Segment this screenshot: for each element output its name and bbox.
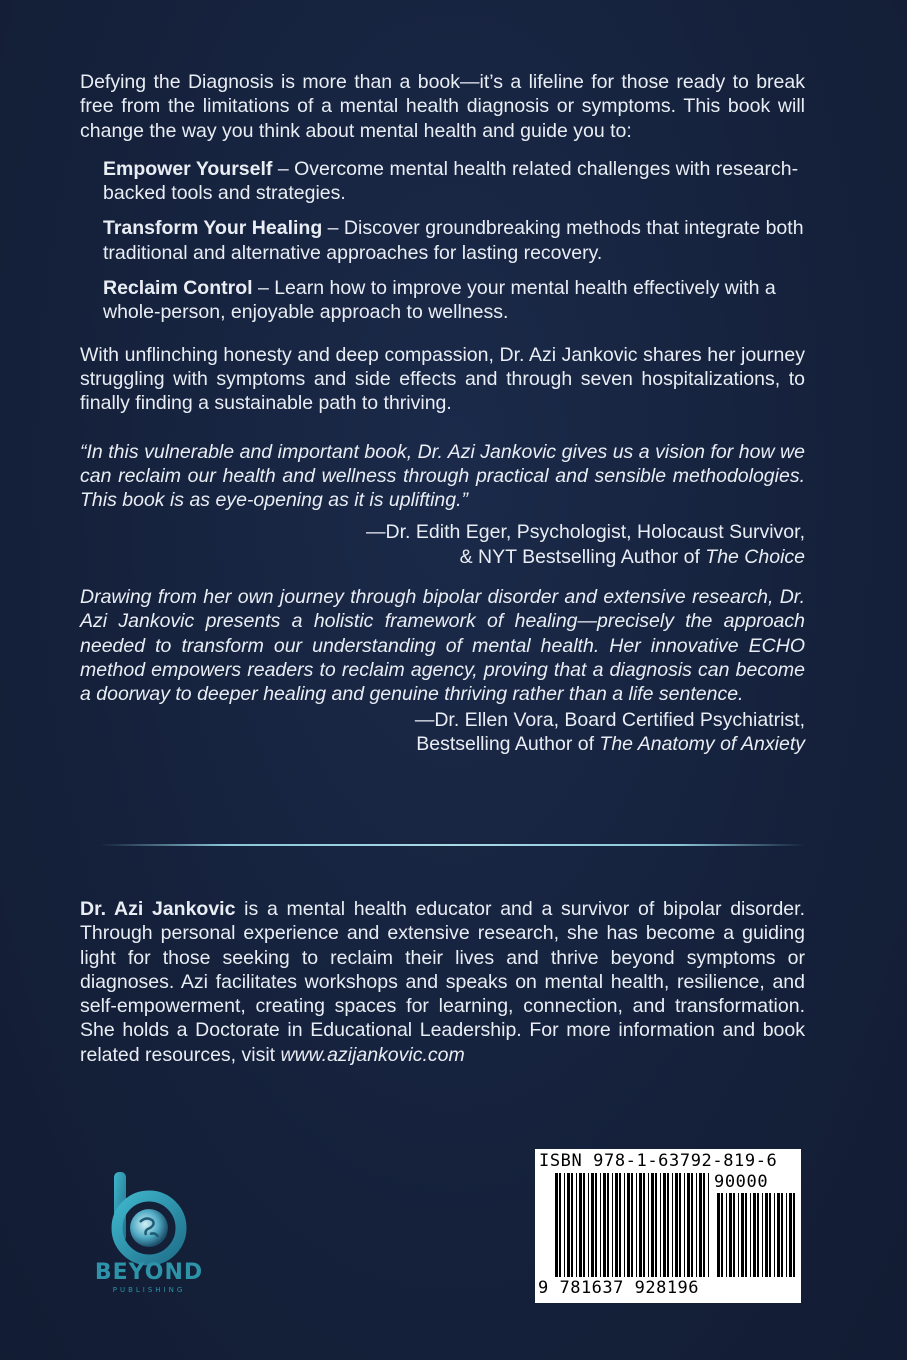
barcode-bar [762,1193,763,1277]
barcode-bar [615,1173,618,1277]
bullet-title: Empower Yourself [103,157,273,180]
barcode-bar [627,1173,630,1277]
barcode-bar [567,1173,570,1277]
main-text [80,70,805,756]
isbn-text: ISBN 978-1-63792-819-6 [539,1151,778,1171]
barcode-bar [757,1193,759,1277]
attribution-line2: & NYT Bestselling Author of [459,545,706,568]
barcode-bar [576,1173,577,1277]
bullet-text: – Learn how to improve your mental health effectively with a whole-person, enjoyable approach to wellness. [103,277,776,324]
bullet-reclaim [103,276,805,325]
barcode-bar [603,1173,606,1277]
barcode-bar [612,1173,613,1277]
book-title: The Anatomy of Anxiety [599,732,805,755]
bullet-empower [103,157,805,206]
barcode-bar [624,1173,625,1277]
bio-text: is a mental health educator and a survivor of bipolar disorder. Through personal experience and extensive research, she has become a guiding light for those seeking to reclaim their lives and thrive beyond symptoms or diagnoses. Azi facilitates workshops and speaks on mental health, resilience, and self-empowerment, creating spaces for learning, connection, and transformation. She holds a Doctorate in Educational Leadership. For more information and book related resources, visit [80,898,805,1066]
barcode-bar [789,1193,792,1277]
barcode-bar [703,1173,705,1277]
barcode-bar [726,1193,727,1277]
author-name: Dr. Azi Jankovic [80,898,236,920]
barcode-bar [721,1193,723,1277]
story-paragraph: With unflinching honesty and deep compassion, Dr. Azi Jankovic shares her journey struggling with symptoms and side effects and through seven hospitalizations, to finally finding a sustainable path to thriving. [80,343,805,415]
barcode-bar [660,1173,661,1277]
barcode-bar [769,1193,771,1277]
barcode-bar [583,1173,585,1277]
attribution-line1: —Dr. Ellen Vora, Board Certified Psychiatrist, [414,708,805,731]
barcode-bar [684,1173,685,1277]
attribution-vora [80,708,805,757]
barcode-bar [559,1173,561,1277]
bullet-text: – Overcome mental health related challenges with research-backed tools and strategies. [103,157,799,205]
ean-digits: 9 781637 928196 [538,1278,700,1298]
barcode-bar [738,1193,739,1277]
barcode-bar [729,1193,732,1277]
barcode-bar [750,1193,751,1277]
barcode-bar [655,1173,657,1277]
barcode-bar [672,1173,673,1277]
barcode-bar [588,1173,589,1277]
barcode-bar [667,1173,669,1277]
barcode-bar [643,1173,645,1277]
barcode-bar [564,1173,565,1277]
barcode-bar [753,1193,756,1277]
barcode-bar [600,1173,601,1277]
quote-vora: Drawing from her own journey through bipolar disorder and extensive research, Dr. Azi Jankovic presents a holistic framework of healing—precisely the approach needed to transform our understanding of mental health. Her innovative ECHO method empowers readers to reclaim agency, proving that a diagnosis can become a doorway to deeper healing and genuine thriving rather than a life sentence. [80,586,805,706]
barcode-bar [717,1193,720,1277]
barcode-bar [555,1173,558,1277]
barcode-bar [675,1173,678,1277]
publisher-sub: PUBLISHING [112,1286,186,1294]
barcode-bar [781,1193,783,1277]
section-divider [100,844,805,846]
barcode-bar [648,1173,649,1277]
barcode-bar [786,1193,787,1277]
barcode-bar [699,1173,702,1277]
barcode-bar [708,1173,709,1277]
barcode-bar [679,1173,681,1277]
book-title: The Choice [705,545,805,568]
attribution-line1: —Dr. Edith Eger, Psychologist, Holocaust Survivor, [366,521,805,544]
quote-eger: “In this vulnerable and important book, Dr. Azi Jankovic gives us a vision for how we can reclaim our health and wellness through practical and sensible methodologies. This book is as eye-opening as it is uplifting.” [80,440,805,512]
barcode-bar [591,1173,594,1277]
barcode-bar [696,1173,697,1277]
barcode-bar [663,1173,666,1277]
barcode-bar [631,1173,633,1277]
barcode-bar [619,1173,621,1277]
barcode-bar [691,1173,693,1277]
barcode-bar [777,1193,780,1277]
barcode-bar [571,1173,573,1277]
price-code: 90000 [714,1172,769,1192]
bullet-title: Transform Your Healing [103,217,323,240]
attribution-eger [80,520,805,569]
barcode-bar [639,1173,642,1277]
barcode-bar [636,1173,637,1277]
barcode-bar [651,1173,654,1277]
barcode-bar [687,1173,690,1277]
attribution-line2: Bestselling Author of [416,732,600,755]
barcode-bar [733,1193,735,1277]
publisher-name: BEYOND [94,1260,204,1285]
author-website: www.azijankovic.com [280,1043,465,1066]
barcode-bar [607,1173,609,1277]
barcode-bar [774,1193,775,1277]
intro-paragraph: Defying the Diagnosis is more than a book—it’s a lifeline for those ready to break free from the limitations of a mental health diagnosis or symptoms. This book will change the way you think about mental health and guide you to: [80,71,805,142]
barcode-bar [765,1193,768,1277]
bullet-transform [103,216,805,265]
bullet-text: – Discover groundbreaking methods that integrate both traditional and alternative approaches for lasting recovery. [103,217,804,264]
barcode-bar [741,1193,744,1277]
bullet-title: Reclaim Control [103,277,253,300]
barcode-bar [793,1193,795,1277]
barcode-bar [595,1173,597,1277]
barcode-bar [579,1173,582,1277]
barcode-bar [745,1193,747,1277]
author-bio [80,897,805,1067]
